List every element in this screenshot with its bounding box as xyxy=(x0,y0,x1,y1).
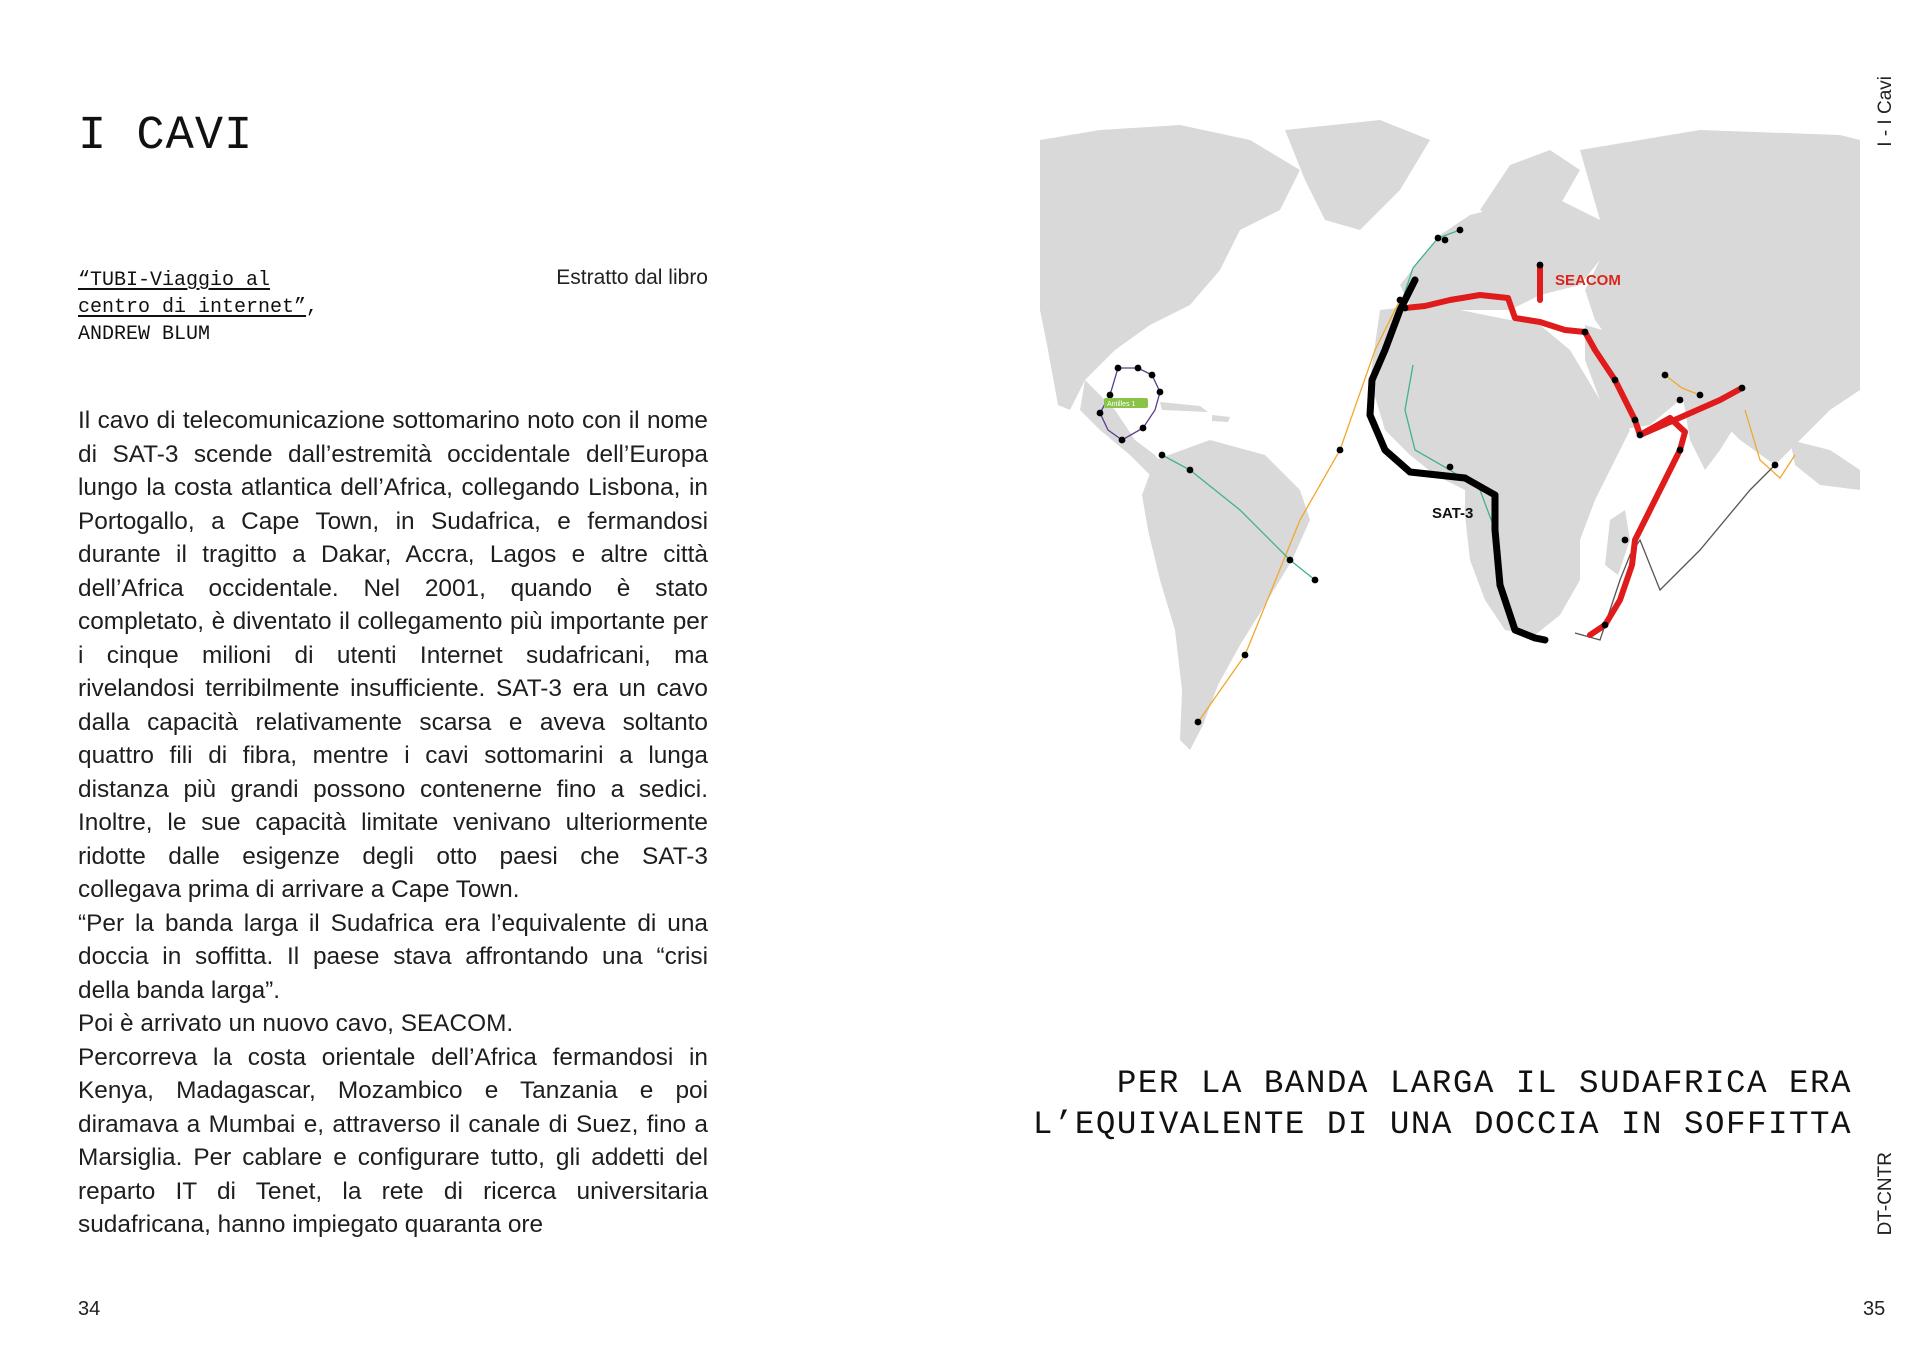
landing-point xyxy=(1532,635,1539,642)
pull-quote-line1: PER LA BANDA LARGA IL SUDAFRICA ERA xyxy=(1116,1065,1852,1102)
land-masses xyxy=(1040,120,1860,750)
landing-point xyxy=(1492,492,1499,499)
landing-point xyxy=(1107,392,1114,399)
chapter-side-label: I - I Cavi xyxy=(1875,76,1896,147)
publisher-side-label: DT-CNTR xyxy=(1875,1152,1896,1236)
book-title-line2: centro di internet” xyxy=(78,296,307,319)
landing-point xyxy=(1677,397,1684,404)
southeast-asia-land xyxy=(1790,440,1860,490)
grey-cable-eastafrica xyxy=(1575,465,1775,640)
landing-point xyxy=(1492,527,1499,534)
landing-point xyxy=(1312,577,1319,584)
landing-point xyxy=(1097,410,1104,417)
sat3-label: SAT-3 xyxy=(1432,505,1474,522)
landing-point xyxy=(1442,237,1449,244)
landing-point xyxy=(1337,447,1344,454)
landing-point xyxy=(1637,432,1644,439)
landing-point xyxy=(1602,622,1609,629)
landing-point xyxy=(1412,277,1419,284)
greenland-land xyxy=(1285,120,1430,230)
body-text xyxy=(78,404,708,1242)
book-author: ANDREW BLUM xyxy=(78,323,211,346)
book-source xyxy=(78,267,378,348)
chapter-title: I CAVI xyxy=(78,110,254,163)
north-america-land xyxy=(1040,125,1300,410)
pull-quote-line2: L’EQUIVALENTE DI UNA DOCCIA IN SOFFITTA xyxy=(1032,1106,1852,1143)
landing-point xyxy=(1157,389,1164,396)
landing-point xyxy=(1115,365,1122,372)
landing-point xyxy=(1739,385,1746,392)
page-number-left: 34 xyxy=(78,1298,101,1320)
landing-point xyxy=(1457,227,1464,234)
caribbean-islands xyxy=(1160,402,1230,422)
south-america-land xyxy=(1142,440,1310,750)
landing-point xyxy=(1402,305,1409,312)
landing-point xyxy=(1397,297,1404,304)
landing-point xyxy=(1462,475,1469,482)
landing-point xyxy=(1582,329,1589,336)
paragraph: Poi è arrivato un nuovo cavo, SEACOM. xyxy=(78,1010,514,1037)
landing-point xyxy=(1632,417,1639,424)
landing-point xyxy=(1242,652,1249,659)
landing-point xyxy=(1447,464,1454,471)
landing-point xyxy=(1187,467,1194,474)
landing-point xyxy=(1662,372,1669,379)
antilles-label: Antilles 1 xyxy=(1107,401,1136,408)
landing-point xyxy=(1537,262,1544,269)
book-title-line1: “TUBI-Viaggio al xyxy=(78,269,271,292)
landing-point xyxy=(1497,582,1504,589)
landing-point xyxy=(1195,719,1202,726)
landing-point xyxy=(1407,469,1414,476)
source-comma: , xyxy=(306,296,319,319)
pull-quote xyxy=(1010,1063,1852,1145)
landing-point xyxy=(1772,462,1779,469)
excerpt-label: Estratto dal libro xyxy=(556,266,708,289)
paragraph: “Per la banda larga il Sudafrica era l’equivalente di una doccia in soffitta. Il paese stava affrontando una “crisi della banda larga”. xyxy=(78,909,708,1004)
landing-point xyxy=(1697,392,1704,399)
landing-point xyxy=(1612,377,1619,384)
landing-point xyxy=(1677,447,1684,454)
seacom-label: SEACOM xyxy=(1555,272,1621,289)
central-america-land xyxy=(1080,380,1165,475)
paragraph: Percorreva la costa orientale dell’Africa fermandosi in Kenya, Madagascar, Mozambico e Tanzania e poi diramava a Mumbai e, attraverso il canale di Suez, fino a Marsiglia. Per cablare e configurare tutto, gli addetti del reparto IT di Tenet, la rete di ricerca universitaria sudafricana, hanno impiegato quaranta ore xyxy=(78,1043,708,1238)
landing-point xyxy=(1119,437,1126,444)
landing-point xyxy=(1367,412,1374,419)
landing-point xyxy=(1149,372,1156,379)
landing-point xyxy=(1622,537,1629,544)
landing-point xyxy=(1382,347,1389,354)
landing-point xyxy=(1135,365,1142,372)
page-number-right: 35 xyxy=(1863,1298,1886,1320)
landing-point xyxy=(1287,557,1294,564)
paragraph: Il cavo di telecomunicazione sottomarino noto con il nome di SAT-3 scende dall’estremità occidentale dell’Europa lungo la costa atlantica dell’Africa, collegando Lisbona, in Portogallo, a Cape Town, in Sudafrica, e fermandosi durante il tragitto a Dakar, Accra, Lagos e altre città dell’Africa occidentale. Nel 2001, quando è stato completato, è diventato il collegamento più importante per i cinque milioni di utenti Internet sudafricani, ma rivelandosi terribilmente insufficiente. SAT-3 era un cavo dalla capacità relativamente scarsa e aveva soltanto quattro fili di fibra, mentre i cavi sottomarini a lunga distanza più grandi possono contenerne fino a sedici. Inoltre, le sue capacità limitate venivano ulteriormente ridotte dalle esigenze degli otto paesi che SAT-3 collegava prima di arrivare a Cape Town. xyxy=(78,407,708,903)
landing-point xyxy=(1369,377,1376,384)
cable-map xyxy=(1040,110,1860,770)
landing-point xyxy=(1140,425,1147,432)
landing-point xyxy=(1159,452,1166,459)
landing-point xyxy=(1435,235,1442,242)
